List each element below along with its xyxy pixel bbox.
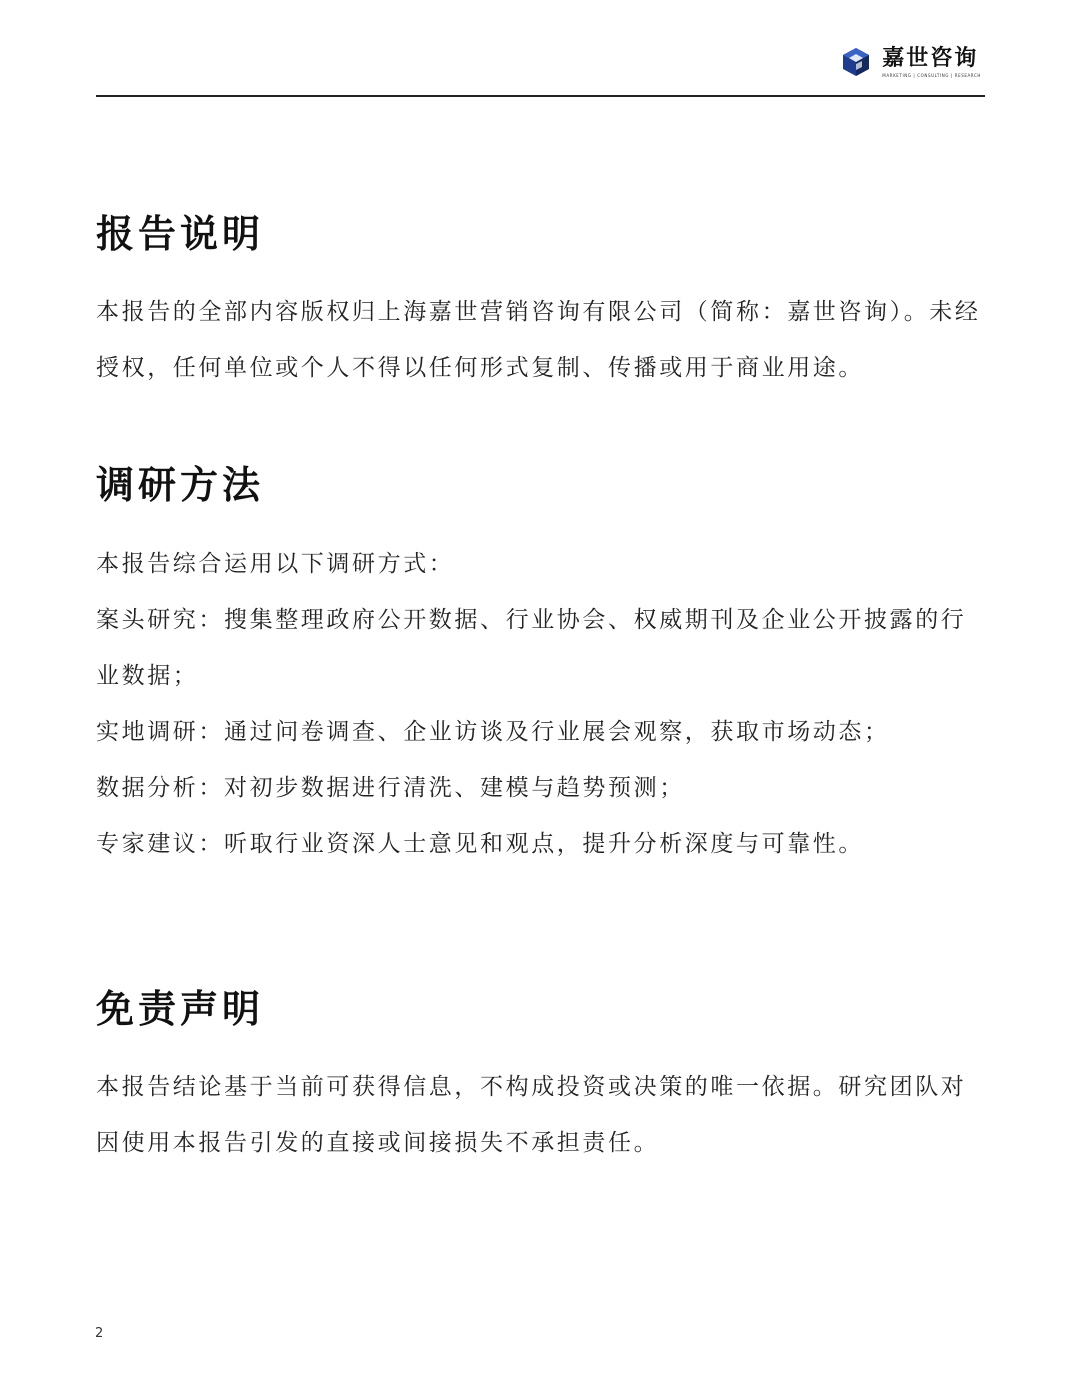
section-title-report-statement: 报告说明: [96, 211, 265, 256]
research-method-desk-research: 案头研究：搜集整理政府公开数据、行业协会、权威期刊及企业公开披露的行业数据；: [96, 607, 967, 689]
research-method-expert-advice: 专家建议：听取行业资深人士意见和观点，提升分析深度与可靠性。: [96, 831, 864, 857]
brand-tagline: MARKETING | CONSULTING | RESEARCH: [882, 73, 981, 78]
disclaimer-paragraph: 本报告结论基于当前可获得信息，不构成投资或决策的唯一依据。研究团队对因使用本报告引发的直接或间接损失不承担责任。: [96, 1074, 967, 1156]
page-number: 2: [95, 1326, 104, 1341]
brand-logo: [840, 46, 981, 78]
research-method-data-analysis: 数据分析：对初步数据进行清洗、建模与趋势预测；: [96, 775, 685, 801]
report-statement-paragraph: 本报告的全部内容版权归上海嘉世营销咨询有限公司（简称：嘉世咨询）。未经授权，任何单位或个人不得以任何形式复制、传播或用于商业用途。: [96, 299, 981, 381]
section-title-disclaimer: 免责声明: [96, 986, 265, 1031]
header-divider: [96, 95, 985, 97]
research-methods-intro: 本报告综合运用以下调研方式：: [96, 551, 455, 577]
research-method-field-research: 实地调研：通过问卷调查、企业访谈及行业展会观察，获取市场动态；: [96, 719, 890, 745]
page-header: [96, 40, 985, 96]
brand-name: 嘉世咨询: [882, 46, 979, 71]
cube-logo-icon: [840, 46, 872, 78]
section-title-research-methods: 调研方法: [96, 462, 265, 507]
